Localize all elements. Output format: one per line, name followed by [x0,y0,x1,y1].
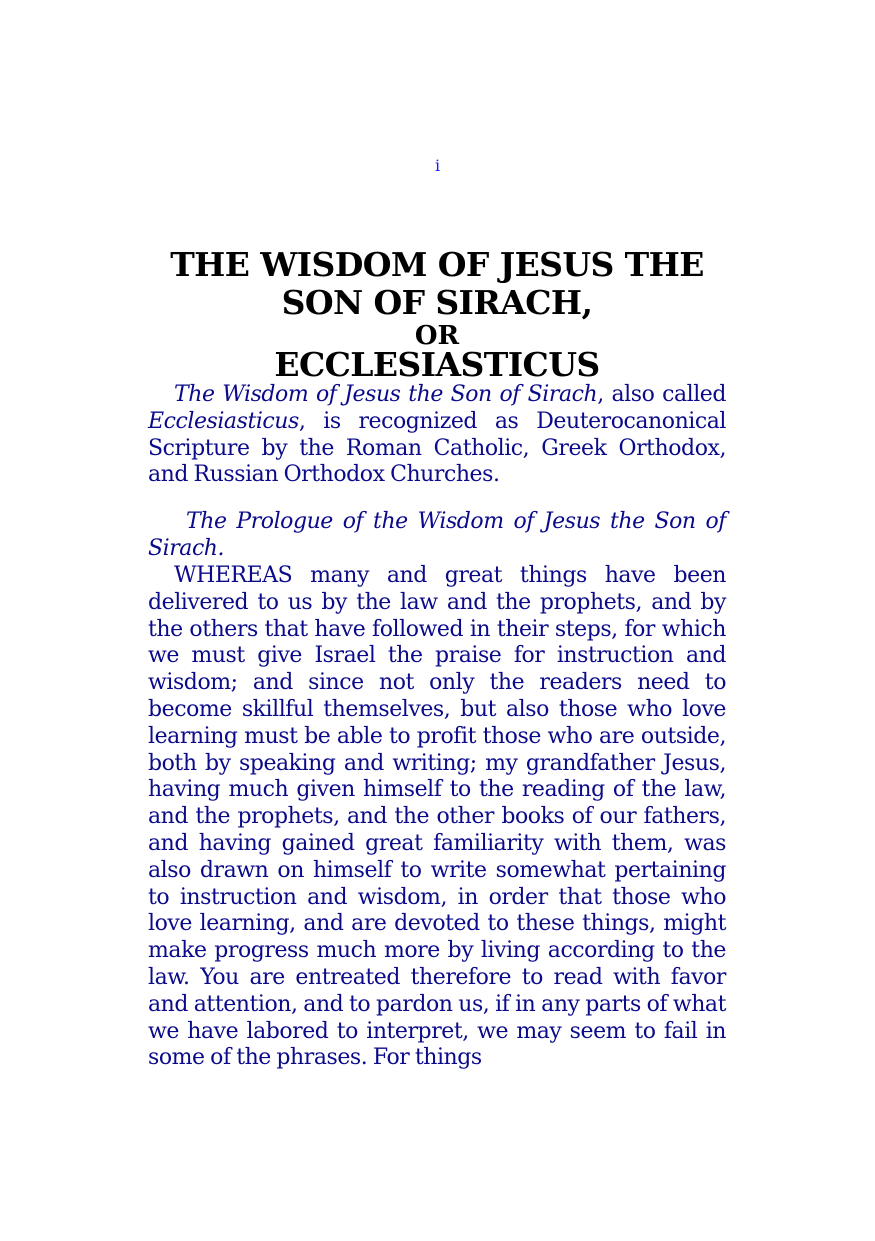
intro-text-2: , is recognized as Deuterocanonical Scripture by the Roman Catholic, Greek Orthodox, and Russian Orthodox Churches. [148,408,726,488]
intro-book-name: The Wisdom of Jesus the Son of Sirach [174,382,598,407]
intro-paragraph [148,382,726,489]
title-line-1: THE WISDOM OF JESUS THE [170,245,704,284]
intro-text-1: , also called [597,382,726,407]
prologue-heading-text: The Prologue of the Wisdom of Jesus the Son of Sirach. [148,509,726,561]
title-line-2: SON OF SIRACH, [281,283,593,322]
title-line-3: ECCLESIASTICUS [274,345,600,384]
prologue-body [148,563,726,1072]
prologue-heading [148,509,726,563]
prologue-body-text: WHEREAS many and great things have been delivered to us by the law and the prophets, and by the others that have followed in their steps, for which we must give Israel the praise for instruction and wisdom; and since not only the readers need to become skillful themselves, but also those who love learning must be able to profit those who are outside, both by speaking and writing; my grandfather Jesus, having much given himself to the reading of the law, and the prophets, and the other books of our fathers, and having gained great familiarity with them, was also drawn on himself to write somewhat pertaining to instruction and wisdom, in order that those who love learning, and are devoted to these things, might make progress much more by living according to the law. You are entreated therefore to read with favor and attention, and to pardon us, if in any parts of what we have labored to interpret, we may seem to fail in some of the phrases. For things [148,563,726,1071]
intro-alt-name: Ecclesiasticus [148,408,299,434]
book-title [148,245,726,384]
title-or: OR [414,321,460,351]
page-number: i [434,156,441,175]
